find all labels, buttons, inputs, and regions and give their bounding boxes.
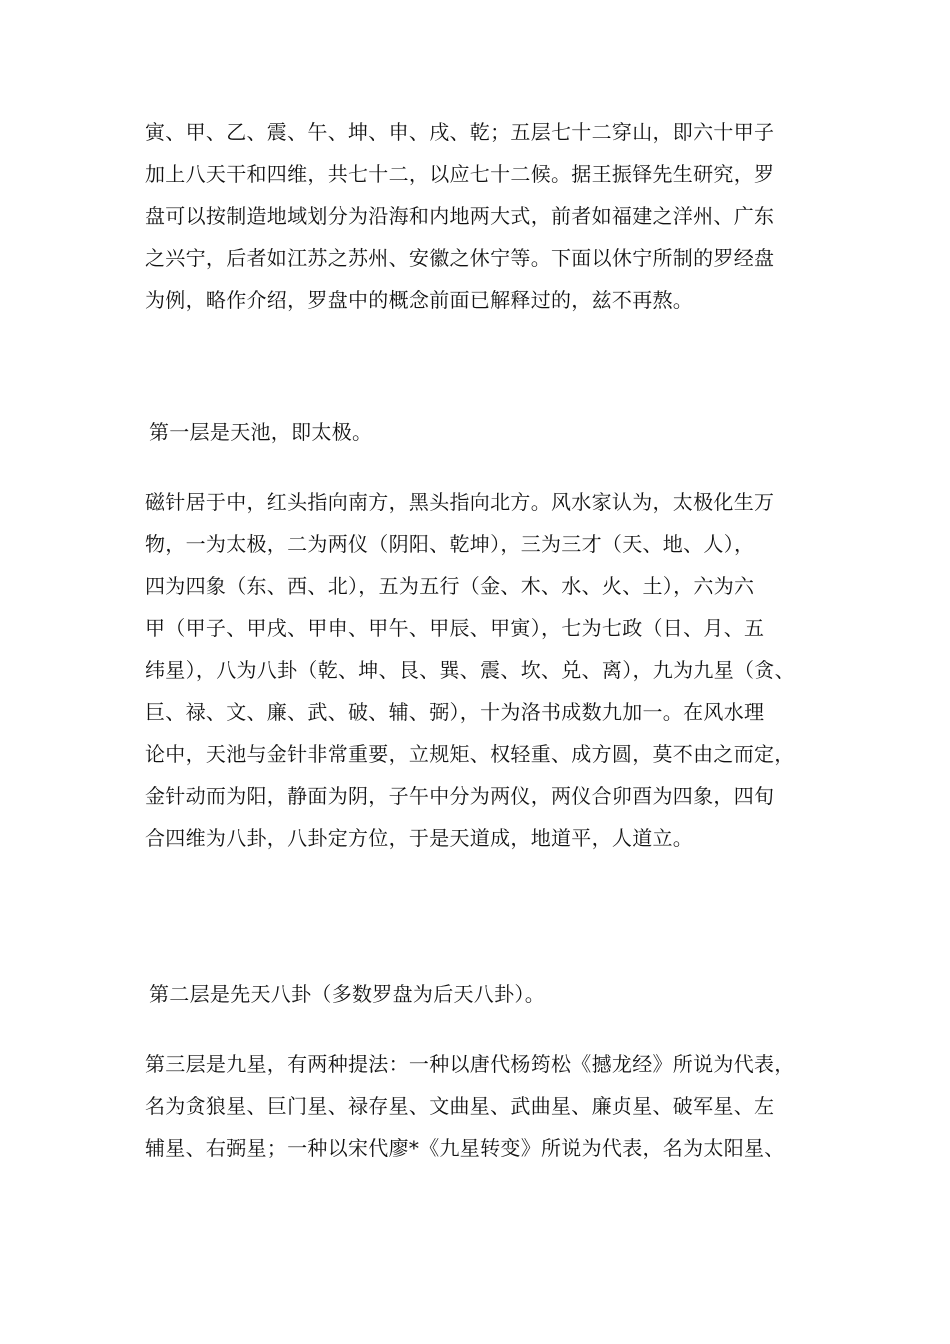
text-line: 辅星、右弼星；一种以宋代廖*《九星转变》所说为代表，名为太阳星、 [145, 1136, 785, 1160]
paragraph-layer2-heading [145, 973, 817, 1015]
text-line: 金针动而为阳，静面为阴，子午中分为两仪，两仪合卯酉为四象，四旬 [145, 784, 775, 808]
text-line: 为例，略作介绍，罗盘中的概念前面已解释过的，兹不再熬。 [145, 288, 694, 312]
paragraph-layer1-body [145, 481, 813, 859]
text-line: 寅、甲、乙、震、午、坤、申、戌、乾；五层七十二穿山，即六十甲子 [145, 120, 775, 144]
text-line: 甲（甲子、甲戌、甲申、甲午、甲辰、甲寅），七为七政（日、月、五 [145, 616, 765, 640]
paragraph-layer3-body [145, 1043, 813, 1169]
text-line: 之兴宁，后者如江苏之苏州、安徽之休宁等。下面以休宁所制的罗经盘 [145, 246, 775, 270]
text-line: 纬星），八为八卦（乾、坤、艮、巽、震、坎、兑、离），九为九星（贪、 [145, 658, 795, 682]
text-line: 合四维为八卦，八卦定方位，于是天道成，地道平，人道立。 [145, 826, 694, 850]
text-line: 名为贪狼星、巨门星、禄存星、文曲星、武曲星、廉贞星、破军星、左 [145, 1094, 775, 1118]
text-line: 磁针居于中，红头指向南方，黑头指向北方。风水家认为，太极化生万 [145, 490, 775, 514]
paragraph-intro [145, 111, 813, 321]
section-heading: 第二层是先天八卦（多数罗盘为后天八卦）。 [149, 982, 545, 1006]
section-heading: 第一层是天池，即太极。 [149, 420, 373, 444]
text-line: 盘可以按制造地域划分为沿海和内地两大式，前者如福建之洋州、广东 [145, 204, 775, 228]
text-line: 第三层是九星，有两种提法：一种以唐代杨筠松《撼龙经》所说为代表， [145, 1052, 795, 1076]
text-line: 四为四象（东、西、北），五为五行（金、木、水、火、土），六为六 [145, 574, 755, 598]
text-line: 加上八天干和四维，共七十二，以应七十二候。据王振铎先生研究，罗 [145, 162, 775, 186]
paragraph-layer1-heading [145, 411, 817, 453]
text-line: 巨、禄、文、廉、武、破、辅、弼），十为洛书成数九加一。在风水理 [145, 700, 765, 724]
text-line: 论中，天池与金针非常重要，立规矩、权轻重、成方圆，莫不由之而定， [145, 742, 795, 766]
text-line: 物，一为太极，二为两仪（阴阳、乾坤），三为三才（天、地、人）， [145, 532, 755, 556]
